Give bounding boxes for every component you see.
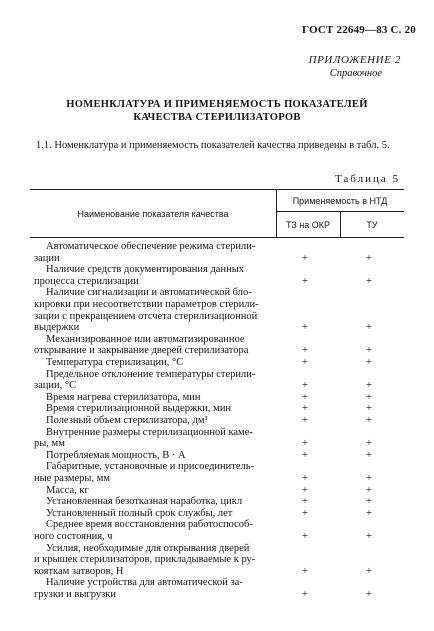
indicator-name-line: Установленный полный срок службы, лет [46, 507, 233, 519]
applicability-tz-mark: + [301, 437, 309, 450]
applicability-tu-mark: + [365, 495, 373, 508]
column-header-tu: ТУ [366, 220, 378, 230]
applicability-tu-mark: + [365, 402, 373, 415]
applicability-tu-mark: + [365, 506, 373, 519]
indicator-name-line: кояткам затворов, Н [34, 565, 124, 577]
header-bottom-rule [30, 237, 404, 238]
applicability-tu-mark: + [365, 471, 373, 484]
applicability-tz-mark: + [301, 274, 309, 287]
applicability-tu-mark: + [365, 564, 373, 577]
applicability-tz-mark: + [301, 506, 309, 519]
applicability-tu-mark: + [365, 448, 373, 461]
applicability-tz-mark: + [301, 321, 309, 334]
standard-header: ГОСТ 22649—83 С. 20 [302, 24, 416, 36]
column-header-tz: ТЗ на ОКР [285, 220, 331, 230]
indicator-name-line: Время стерилизационной выдержки, мин [46, 403, 232, 415]
applicability-tz-mark: + [301, 529, 309, 542]
applicability-tz-mark: + [301, 483, 309, 496]
indicator-name-line: Наличие средств документирования данных [46, 264, 244, 276]
applicability-tz-mark: + [301, 495, 309, 508]
indicator-name [34, 461, 272, 484]
indicator-name-line: открывание и закрывание дверей стерилизатора [34, 345, 249, 357]
indicator-name-line: зации, °С [34, 380, 77, 392]
indicator-name [34, 485, 272, 497]
applicability-tz-mark: + [301, 356, 309, 368]
section-title-line-1: НОМЕНКЛАТУРА И ПРИМЕНЯЕМОСТЬ ПОКАЗАТЕЛЕЙ [66, 99, 368, 110]
indicator-name-line: ры, мм [34, 438, 65, 450]
indicator-name-line: процесса стерилизации [34, 275, 139, 287]
applicability-tz-mark: + [301, 379, 309, 392]
applicability-tz-mark: + [301, 471, 309, 484]
indicator-name-line: и крышек стерилизаторов, прикладываемые к ру- [34, 554, 256, 566]
applicability-tu-mark: + [365, 356, 373, 368]
applicability-tu-mark: + [365, 529, 373, 542]
indicator-name [34, 519, 272, 542]
indicator-name [34, 334, 272, 357]
indicator-name-line: Полезный объем стерилизатора, дм³ [46, 415, 208, 426]
indicator-name-line: ные размеры, мм [34, 472, 111, 484]
indicator-name [34, 241, 272, 264]
intro-paragraph: 1.1. Номенклатура и применяемость показателей качества приведены в табл. 5. [36, 140, 390, 151]
indicator-name-line: Наличие сигнализации и автоматической бло- [46, 287, 252, 299]
applicability-tu-mark: + [365, 437, 373, 450]
indicator-name [34, 496, 272, 508]
indicator-name-line: Потребляемая мощность, В · А [46, 449, 186, 461]
applicability-tu-mark: + [365, 274, 373, 287]
indicator-name-line: Автоматическое обеспечение режима стерили- [46, 241, 256, 252]
indicator-name [34, 369, 272, 392]
indicator-name-line: Предельное отклонение температуры стерили- [46, 368, 256, 380]
reference-label: Справочное [329, 68, 382, 79]
indicator-name [34, 427, 272, 450]
applicability-tu-mark: + [365, 390, 373, 403]
applicability-tu-mark: + [365, 414, 373, 426]
applicability-tz-mark: + [301, 344, 309, 357]
applicability-tu-mark: + [365, 344, 373, 357]
applicability-tu-mark: + [365, 587, 373, 600]
table-top-rule [30, 189, 404, 190]
applicability-tz-mark: + [301, 564, 309, 577]
indicator-name [34, 450, 272, 462]
table-caption: Таблица 5 [334, 173, 400, 185]
applicability-tz-mark: + [301, 390, 309, 403]
indicator-name-line: Механизированное или автоматизированное [46, 333, 245, 345]
indicator-name [34, 403, 272, 415]
indicator-name-line: кировки при несоответствии параметров стерили- [34, 298, 259, 310]
indicator-name-line: зации [34, 252, 60, 264]
indicator-name-line: Масса, кг [46, 484, 89, 496]
indicator-name-line: Внутренние размеры стерилизационной каме- [46, 426, 253, 438]
indicator-name-line: ного состояния, ч [34, 530, 113, 542]
section-title-line-2: КАЧЕСТВА СТЕРИЛИЗАТОРОВ [133, 112, 301, 123]
indicator-name [34, 392, 272, 404]
applicability-tu-mark: + [365, 379, 373, 392]
applicability-tz-mark: + [301, 448, 309, 461]
applicability-tu-mark: + [365, 321, 373, 334]
applicability-tu-mark: + [365, 483, 373, 496]
applicability-tz-mark: + [301, 251, 309, 264]
applicability-tz-mark: + [301, 414, 309, 426]
indicator-name [34, 508, 272, 520]
appendix-label: ПРИЛОЖЕНИЕ 2 [308, 54, 401, 66]
indicator-name [34, 415, 272, 427]
indicator-name [34, 357, 272, 369]
indicator-name [34, 287, 272, 333]
indicator-name [34, 543, 272, 578]
indicator-name [34, 264, 272, 287]
indicator-name-line: Наличие устройства для автоматической за- [46, 577, 243, 589]
quality-indicators-table [30, 189, 404, 600]
applicability-tz-mark: + [301, 402, 309, 415]
indicator-name-line: зации с прекращением отсчета стерилизационной [34, 310, 258, 322]
indicator-name-line: Габаритные, установочные и присоединитель- [46, 461, 255, 473]
indicator-name-line: грузки и выгрузки [34, 588, 116, 600]
indicator-name-line: Установленная безотказная наработка, цикл [46, 496, 243, 508]
indicator-name-line: Температура стерилизации, °С [46, 357, 184, 368]
indicator-name-line: Усилия, необходимые для открывания дверей [46, 542, 250, 554]
applicability-tu-mark: + [365, 251, 373, 264]
indicator-name-line: Среднее время восстановления работоспособ- [46, 519, 253, 531]
column-header-name: Наименование показателя качества [77, 209, 229, 219]
column-header-group: Применяемость в НТД [292, 196, 388, 206]
indicator-name-line: Время нагрева стерилизатора, мин [46, 391, 201, 403]
indicator-name [34, 577, 272, 600]
indicator-name-line: выдержки [34, 322, 80, 334]
applicability-tz-mark: + [301, 587, 309, 600]
